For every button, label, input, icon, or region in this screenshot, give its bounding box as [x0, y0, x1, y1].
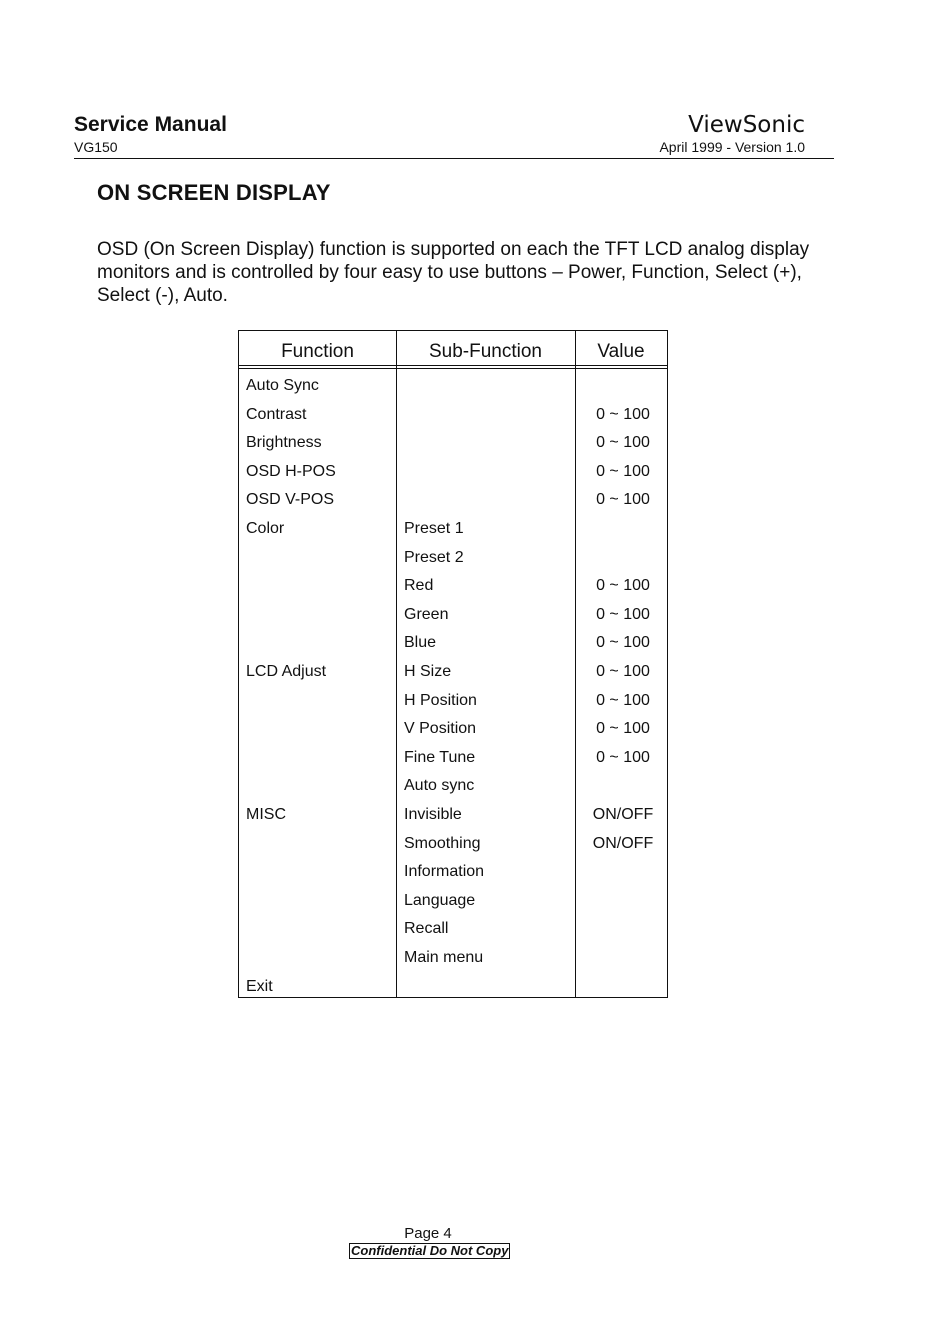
row-value-cell: 0 ~ 100 — [596, 720, 650, 738]
row-value-cell: 0 ~ 100 — [596, 491, 650, 509]
row-value-cell: 0 ~ 100 — [596, 634, 650, 652]
row-value-cell: ON/OFF — [592, 806, 654, 823]
row-sub-function-cell: Main menu — [404, 949, 484, 966]
confidential-stamp: Confidential Do Not Copy — [351, 1243, 509, 1258]
row-sub-function-cell: Smoothing — [404, 834, 481, 852]
header-divider-line — [239, 365, 667, 366]
row-value-cell: ON/OFF — [592, 834, 654, 852]
row-sub-function-cell: H Size — [404, 663, 452, 680]
intro-paragraph: OSD (On Screen Display) function is supported on each the TFT LCD analog display monitors and is controlled by four easy to use buttons – Power, Function, Select (+), Select (-), Auto. — [97, 239, 810, 306]
row-value-cell: 0 ~ 100 — [596, 462, 650, 480]
header-divider — [74, 158, 834, 159]
brand-name: ViewSonic — [688, 112, 805, 138]
header-divider-line — [239, 368, 667, 369]
column-divider — [575, 331, 576, 997]
model-number: VG150 — [74, 139, 118, 155]
column-divider — [396, 331, 397, 997]
section-title: ON SCREEN DISPLAY — [97, 180, 331, 205]
row-sub-function-cell: V Position — [404, 720, 477, 738]
row-function-cell: Auto Sync — [246, 377, 319, 394]
row-function-cell: OSD V-POS — [246, 491, 335, 509]
row-sub-function-cell: Recall — [404, 920, 449, 938]
row-sub-function-cell: Preset 2 — [404, 548, 464, 566]
row-value-cell: 0 ~ 100 — [596, 748, 650, 766]
row-function-cell: Contrast — [246, 405, 307, 423]
row-function-cell: MISC — [246, 806, 286, 823]
row-function-cell: Exit — [246, 977, 273, 995]
row-sub-function-cell: Preset 1 — [404, 520, 464, 537]
osd-function-table — [238, 330, 668, 998]
date-version: April 1999 - Version 1.0 — [659, 139, 805, 155]
column-header-function: Function — [281, 341, 354, 362]
row-value-cell: 0 ~ 100 — [596, 663, 650, 680]
row-function-cell: OSD H-POS — [246, 462, 336, 480]
row-sub-function-cell: Red — [404, 577, 434, 595]
row-value-cell: 0 ~ 100 — [596, 405, 650, 423]
row-sub-function-cell: Auto sync — [404, 777, 475, 795]
row-value-cell: 0 ~ 100 — [596, 605, 650, 623]
row-sub-function-cell: Invisible — [404, 806, 462, 823]
row-sub-function-cell: H Position — [404, 691, 477, 709]
row-sub-function-cell: Green — [404, 605, 449, 623]
column-header-value: Value — [597, 341, 645, 362]
page-number: Page 4 — [404, 1225, 452, 1242]
row-value-cell: 0 ~ 100 — [596, 434, 650, 452]
row-value-cell: 0 ~ 100 — [596, 577, 650, 595]
row-sub-function-cell: Fine Tune — [404, 748, 476, 766]
row-sub-function-cell: Language — [404, 891, 476, 909]
row-function-cell: Brightness — [246, 434, 322, 452]
row-value-cell: 0 ~ 100 — [596, 691, 650, 709]
row-sub-function-cell: Information — [404, 863, 485, 881]
row-function-cell: Color — [246, 520, 285, 537]
row-function-cell: LCD Adjust — [246, 663, 327, 680]
row-sub-function-cell: Blue — [404, 634, 437, 652]
doc-title: Service Manual — [74, 113, 227, 136]
column-header-sub-function: Sub-Function — [428, 341, 542, 362]
